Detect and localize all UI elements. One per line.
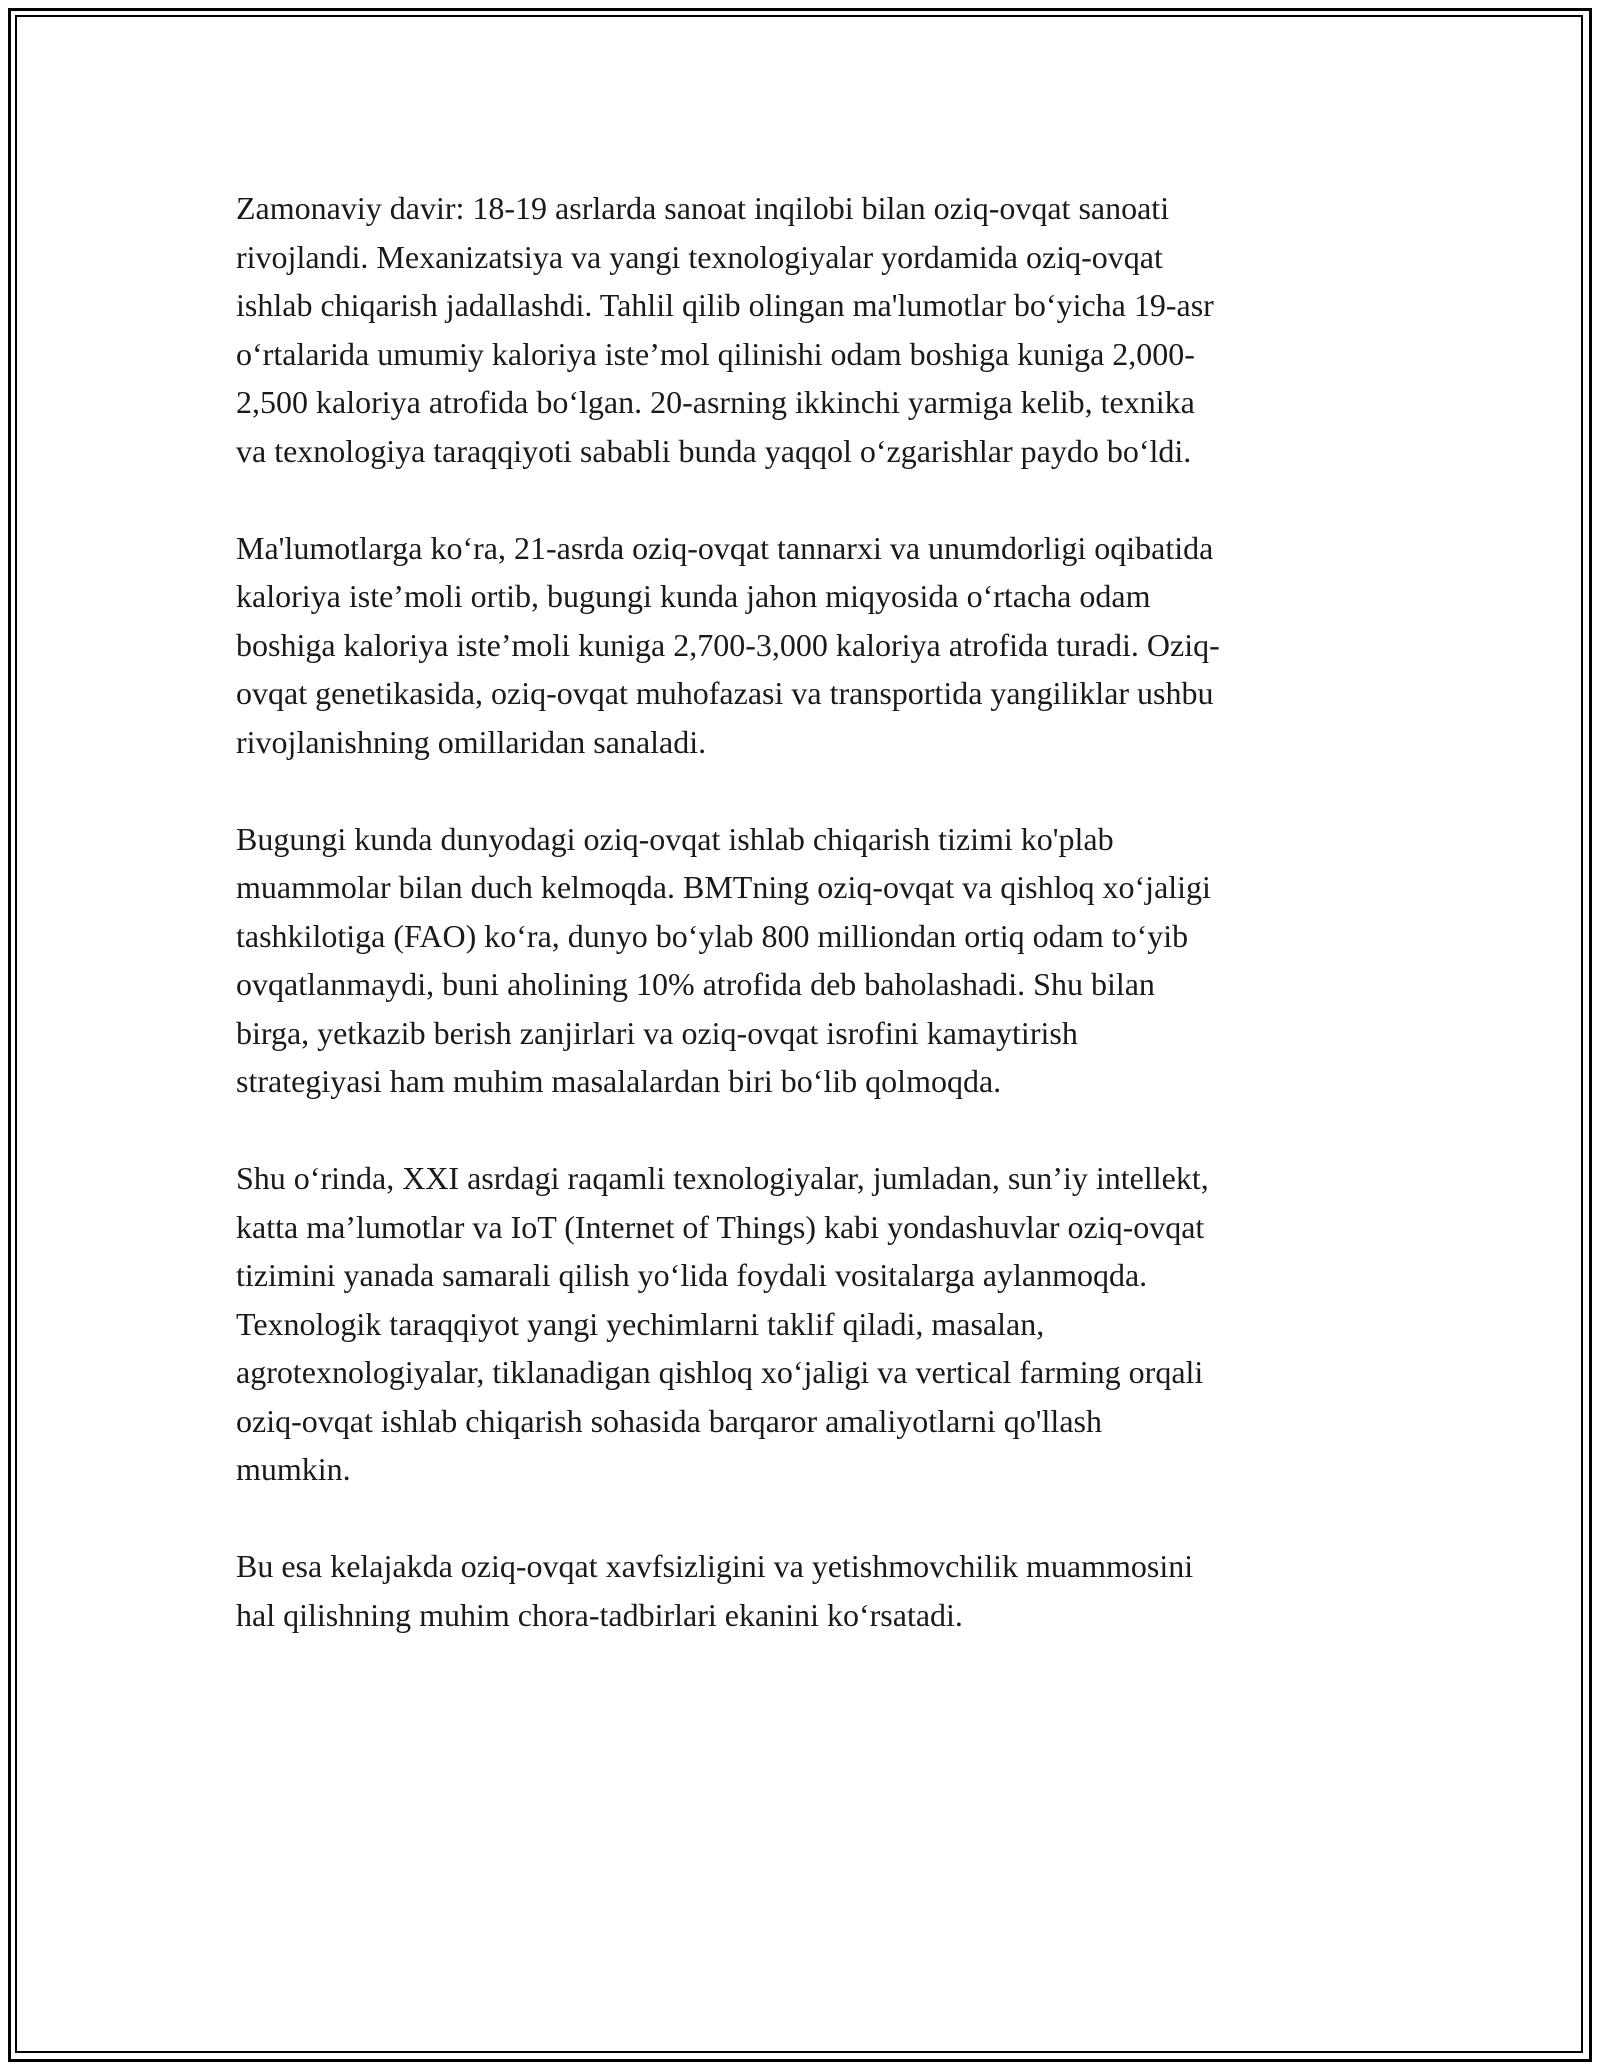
text-line: tashkilotiga (FAO) ko‘ra, dunyo bo‘ylab 800 milliondan ortiq odam to‘yib xyxy=(236,917,1189,954)
text-line: Texnologik taraqqiyot yangi yechimlarni taklif qiladi, masalan, xyxy=(236,1305,1045,1342)
paragraph-3 xyxy=(236,815,1371,1106)
text-line: boshiga kaloriya iste’moli kuniga 2,700-3,000 kaloriya atrofida turadi. Oziq- xyxy=(236,626,1220,663)
text-line: hal qilishning muhim chora-tadbirlari ekanini ko‘rsatadi. xyxy=(236,1596,963,1633)
text-line: oziq-ovqat ishlab chiqarish sohasida barqaror amaliyotlarni qo'llash xyxy=(236,1402,1102,1439)
text-line: agrotexnologiyalar, tiklanadigan qishloq xo‘jaligi va vertical farming orqali xyxy=(236,1354,1204,1390)
paragraph-5 xyxy=(236,1542,1371,1639)
text-line: kaloriya iste’moli ortib, bugungi kunda jahon miqyosida o‘rtacha odam xyxy=(236,578,1151,614)
text-line: Zamonaviy davir: 18-19 asrlarda sanoat inqilobi bilan oziq-ovqat sanoati xyxy=(236,190,1170,226)
text-line: o‘rtalarida umumiy kaloriya iste’mol qilinishi odam boshiga kuniga 2,000- xyxy=(236,335,1195,372)
text-line: ishlab chiqarish jadallashdi. Tahlil qilib olingan ma'lumotlar bo‘yicha 19-asr xyxy=(236,287,1214,323)
text-line: 2,500 kaloriya atrofida bo‘lgan. 20-asrning ikkinchi yarmiga kelib, texnika xyxy=(236,384,1195,420)
text-line: tizimini yanada samarali qilish yo‘lida foydali vositalarga aylanmoqda. xyxy=(236,1257,1148,1293)
text-line: birga, yetkazib berish zanjirlari va oziq-ovqat isrofini kamaytirish xyxy=(236,1014,1078,1051)
text-line: Ma'lumotlarga ko‘ra, 21-asrda oziq-ovqat tannarxi va unumdorligi oqibatida xyxy=(236,529,1214,566)
document-body xyxy=(236,184,1371,1639)
text-line: va texnologiya taraqqiyoti sababli bunda yaqqol o‘zgarishlar paydo bo‘ldi. xyxy=(236,432,1192,469)
text-line: rivojlandi. Mexanizatsiya va yangi texnologiyalar yordamida oziq-ovqat xyxy=(236,238,1163,275)
text-line: strategiyasi ham muhim masalalardan biri bo‘lib qolmoqda. xyxy=(236,1063,1002,1099)
text-line: ovqatlanmaydi, buni aholining 10% atrofida deb baholashadi. Shu bilan xyxy=(236,966,1155,1002)
text-line: Bugungi kunda dunyodagi oziq-ovqat ishlab chiqarish tizimi ko'plab xyxy=(236,820,1114,857)
text-line: ovqat genetikasida, oziq-ovqat muhofazasi va transportida yangiliklar ushbu xyxy=(236,675,1214,711)
text-line: katta ma’lumotlar va IoT (Internet of Things) kabi yondashuvlar oziq-ovqat xyxy=(236,1208,1205,1245)
paragraph-1 xyxy=(236,184,1371,475)
text-line: Shu o‘rinda, XXI asrdagi raqamli texnologiyalar, jumladan, sun’iy intellekt, xyxy=(236,1160,1209,1196)
text-line: mumkin. xyxy=(236,1451,351,1487)
text-line: muammolar bilan duch kelmoqda. BMTning oziq-ovqat va qishloq xo‘jaligi xyxy=(236,869,1211,905)
paragraph-2 xyxy=(236,524,1371,767)
paragraph-4 xyxy=(236,1154,1371,1494)
text-line: rivojlanishning omillaridan sanaladi. xyxy=(236,723,707,760)
text-line: Bu esa kelajakda oziq-ovqat xavfsizligini va yetishmovchilik muammosini xyxy=(236,1548,1194,1584)
